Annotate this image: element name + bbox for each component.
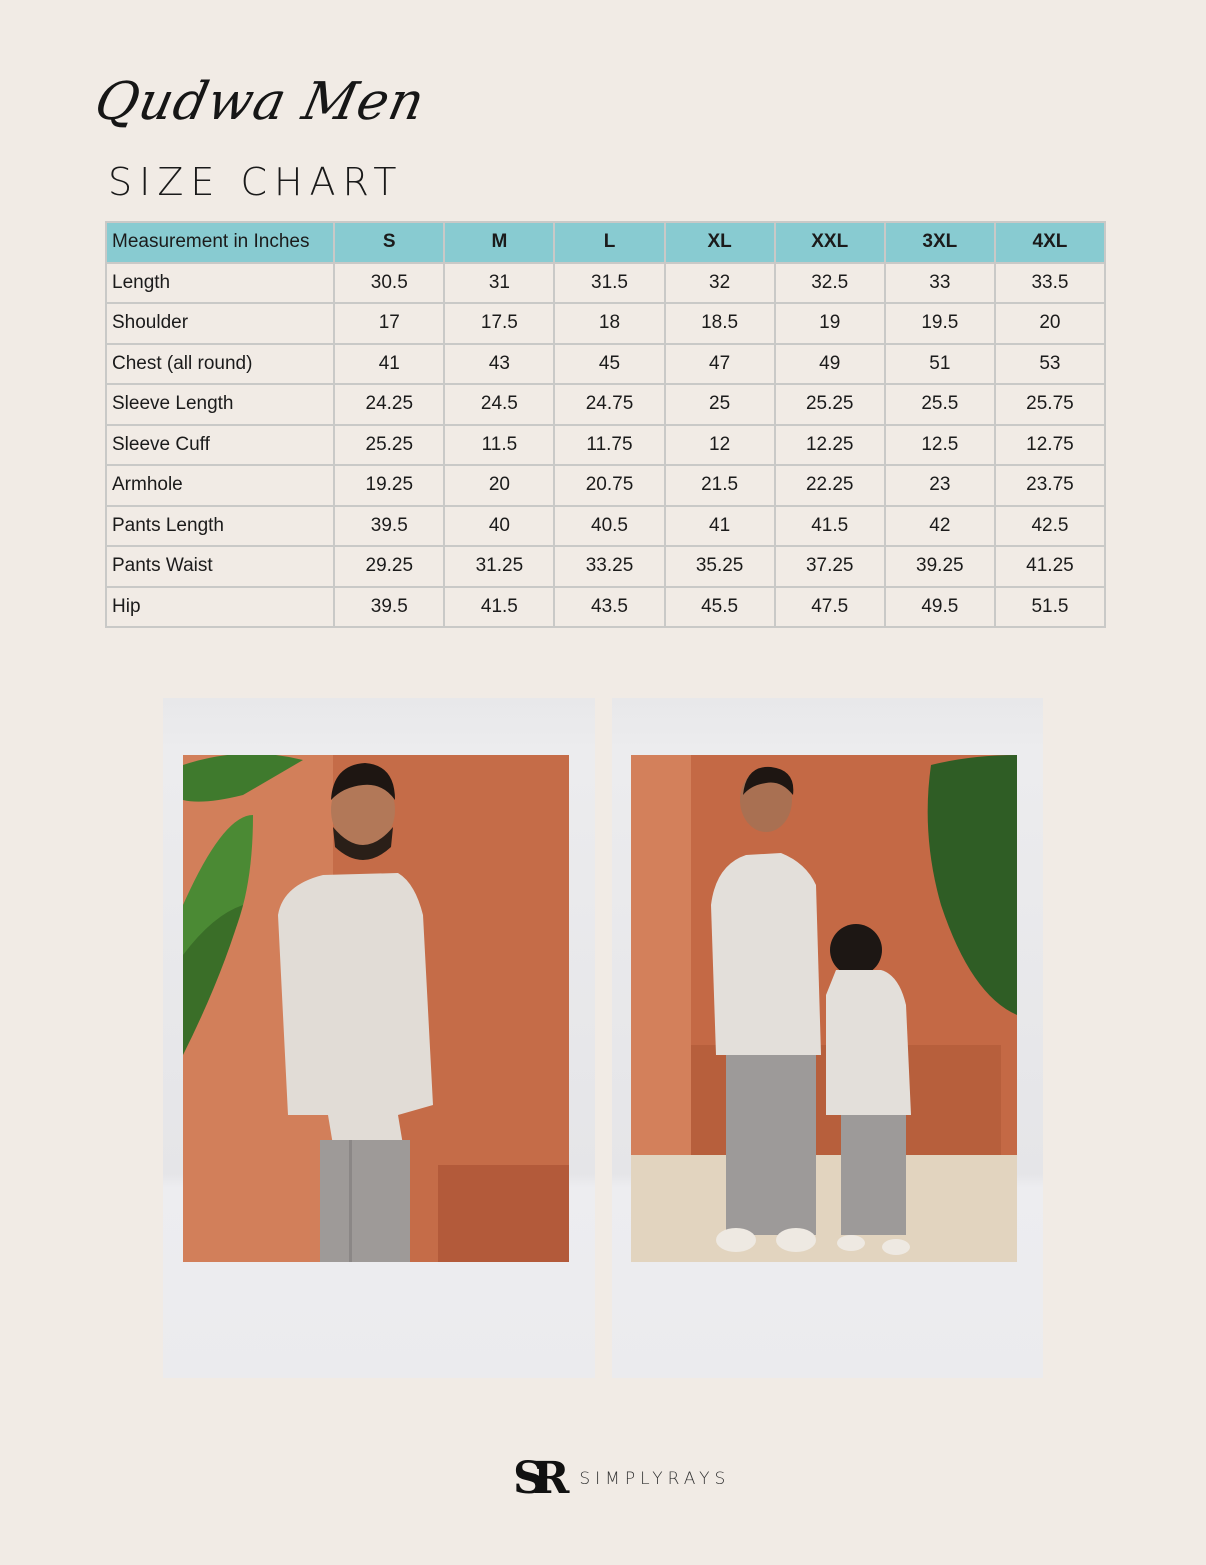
table-row [106,344,1105,385]
table-row [106,384,1105,425]
table-row [106,506,1105,547]
measurement-cell: 25.25 [775,384,885,425]
row-label: Pants Length [106,506,334,547]
measurement-cell: 23.75 [995,465,1105,506]
measurement-cell: 33.5 [995,263,1105,304]
header-size: XL [665,222,775,263]
header-measurement: Measurement in Inches [106,222,334,263]
measurement-cell: 12 [665,425,775,466]
header-size: 4XL [995,222,1105,263]
header-size: S [334,222,444,263]
measurement-cell: 24.75 [554,384,664,425]
measurement-cell: 42.5 [995,506,1105,547]
size-chart-table [105,221,1106,628]
measurement-cell: 49.5 [885,587,995,628]
brand-logo [513,1453,730,1504]
measurement-cell: 31.5 [554,263,664,304]
measurement-cell: 18 [554,303,664,344]
measurement-cell: 49 [775,344,885,385]
row-label: Length [106,263,334,304]
measurement-cell: 31 [444,263,554,304]
measurement-cell: 12.5 [885,425,995,466]
measurement-cell: 23 [885,465,995,506]
row-label: Sleeve Cuff [106,425,334,466]
logo-mark-icon: SR [513,1453,558,1504]
measurement-cell: 47 [665,344,775,385]
page-title: SIZE CHART [108,160,404,204]
measurement-cell: 32 [665,263,775,304]
measurement-cell: 20.75 [554,465,664,506]
measurement-cell: 41 [665,506,775,547]
header-size: M [444,222,554,263]
photo-frame-left [163,698,595,1378]
table-row [106,546,1105,587]
measurement-cell: 21.5 [665,465,775,506]
table-row [106,425,1105,466]
measurement-cell: 41.5 [444,587,554,628]
measurement-cell: 24.25 [334,384,444,425]
measurement-cell: 19 [775,303,885,344]
script-title: Qudwa Men [89,72,431,132]
photo-frame-right [612,698,1043,1378]
measurement-cell: 32.5 [775,263,885,304]
measurement-cell: 39.5 [334,506,444,547]
table-row [106,465,1105,506]
measurement-cell: 19.5 [885,303,995,344]
measurement-cell: 11.5 [444,425,554,466]
row-label: Sleeve Length [106,384,334,425]
measurement-cell: 51 [885,344,995,385]
measurement-cell: 17 [334,303,444,344]
photo-man [183,755,569,1262]
measurement-cell: 25.75 [995,384,1105,425]
table-row [106,303,1105,344]
measurement-cell: 42 [885,506,995,547]
measurement-cell: 45 [554,344,664,385]
measurement-cell: 40 [444,506,554,547]
measurement-cell: 29.25 [334,546,444,587]
measurement-cell: 25.5 [885,384,995,425]
table-row [106,263,1105,304]
measurement-cell: 12.25 [775,425,885,466]
measurement-cell: 33 [885,263,995,304]
measurement-cell: 53 [995,344,1105,385]
measurement-cell: 47.5 [775,587,885,628]
table-header-row [106,222,1105,263]
measurement-cell: 39.25 [885,546,995,587]
measurement-cell: 20 [995,303,1105,344]
measurement-cell: 20 [444,465,554,506]
measurement-cell: 19.25 [334,465,444,506]
measurement-cell: 45.5 [665,587,775,628]
header-size: 3XL [885,222,995,263]
measurement-cell: 40.5 [554,506,664,547]
measurement-cell: 11.75 [554,425,664,466]
measurement-cell: 31.25 [444,546,554,587]
measurement-cell: 25 [665,384,775,425]
measurement-cell: 30.5 [334,263,444,304]
photo-father-son [631,755,1017,1262]
measurement-cell: 12.75 [995,425,1105,466]
row-label: Pants Waist [106,546,334,587]
header-size: XXL [775,222,885,263]
measurement-cell: 35.25 [665,546,775,587]
measurement-cell: 43 [444,344,554,385]
row-label: Hip [106,587,334,628]
measurement-cell: 41.5 [775,506,885,547]
measurement-cell: 37.25 [775,546,885,587]
measurement-cell: 41.25 [995,546,1105,587]
row-label: Shoulder [106,303,334,344]
measurement-cell: 22.25 [775,465,885,506]
measurement-cell: 51.5 [995,587,1105,628]
measurement-cell: 33.25 [554,546,664,587]
brand-name: SIMPLYRAYS [579,1468,731,1489]
measurement-cell: 24.5 [444,384,554,425]
measurement-cell: 25.25 [334,425,444,466]
measurement-cell: 17.5 [444,303,554,344]
row-label: Armhole [106,465,334,506]
measurement-cell: 18.5 [665,303,775,344]
row-label: Chest (all round) [106,344,334,385]
measurement-cell: 39.5 [334,587,444,628]
measurement-cell: 43.5 [554,587,664,628]
table-row [106,587,1105,628]
measurement-cell: 41 [334,344,444,385]
header-size: L [554,222,664,263]
